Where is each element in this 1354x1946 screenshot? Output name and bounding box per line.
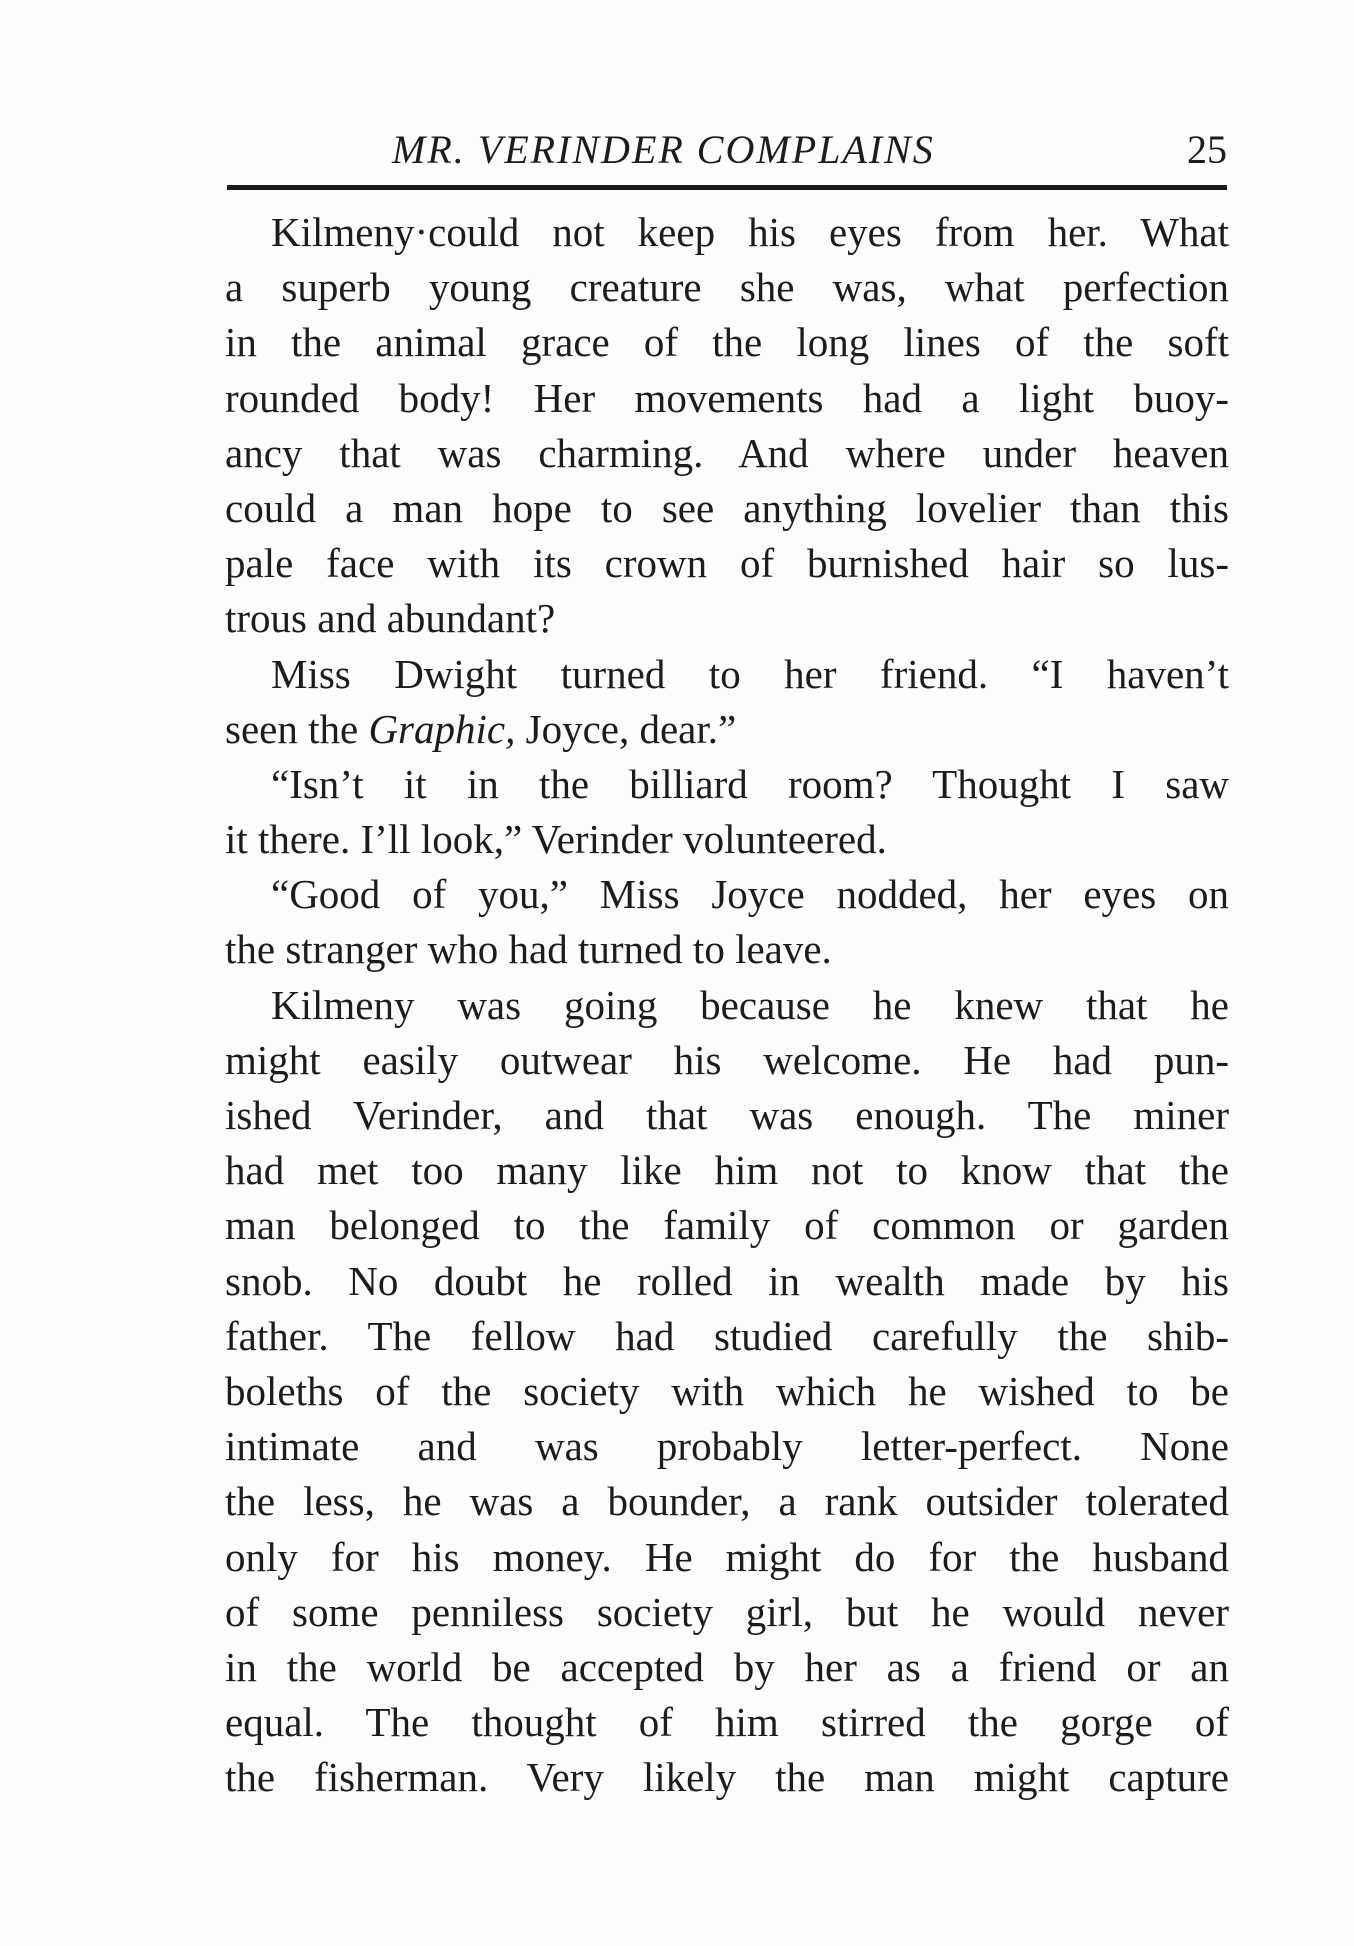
text-line: man belonged to the family of common or garden (225, 1202, 1229, 1249)
text-line: the less, he was a bounder, a rank outsider tolerated (225, 1478, 1229, 1525)
text-line: “Isn’t it in the billiard room? Thought I saw (271, 760, 1229, 807)
text-line: intimate and was probably letter-perfect. None (225, 1423, 1229, 1470)
text-line: in the world be accepted by her as a friend or an (225, 1643, 1229, 1690)
italic-title: Graphic, (368, 705, 516, 752)
paragraph (225, 647, 1229, 757)
chapter-title: MR. VERINDER COMPLAINS (392, 127, 935, 172)
text-line: Kilmeny was going because he knew that he (271, 981, 1229, 1028)
text-line: trous and abundant? (225, 595, 556, 642)
text-line: a superb young creature she was, what perfection (225, 264, 1229, 311)
text-line: pale face with its crown of burnished hair so lus- (225, 540, 1229, 587)
text-line: snob. No doubt he rolled in wealth made by his (225, 1257, 1229, 1304)
text-line: Miss Dwight turned to her friend. “I haven’t (271, 650, 1229, 697)
text-line: boleths of the society with which he wished to be (225, 1367, 1229, 1414)
text-line: might easily outwear his welcome. He had pun- (225, 1036, 1229, 1083)
text-segment: Joyce, dear.” (515, 705, 737, 752)
header-rule (227, 185, 1227, 190)
text-line: had met too many like him not to know that the (225, 1147, 1229, 1194)
text-line (225, 702, 1229, 757)
text-line: could a man hope to see anything lovelier than this (225, 484, 1229, 531)
paragraph (225, 205, 1229, 647)
text-line: ished Verinder, and that was enough. The miner (225, 1092, 1229, 1138)
text-line: father. The fellow had studied carefully the shib- (225, 1312, 1229, 1359)
text-line: the fisherman. Very likely the man might capture (225, 1754, 1229, 1801)
paragraph (225, 757, 1229, 867)
text-segment: seen the (225, 705, 369, 752)
text-line: it there. I’ll look,” Verinder volunteered. (225, 816, 887, 863)
paragraph (225, 978, 1229, 1806)
paragraph (225, 867, 1229, 977)
body-text (225, 205, 1229, 1805)
text-line: the stranger who had turned to leave. (225, 926, 832, 973)
page-number: 25 (1187, 127, 1227, 172)
text-line: in the animal grace of the long lines of the soft (225, 319, 1229, 366)
text-line: ancy that was charming. And where under heaven (225, 429, 1229, 476)
text-line: rounded body! Her movements had a light buoy- (225, 374, 1229, 421)
text-line: Kilmeny·could not keep his eyes from her. What (271, 209, 1229, 255)
text-line: of some penniless society girl, but he would never (225, 1588, 1229, 1635)
running-head (227, 118, 1227, 178)
text-line: only for his money. He might do for the husband (225, 1533, 1229, 1580)
text-line: equal. The thought of him stirred the gorge of (225, 1699, 1229, 1746)
text-line: “Good of you,” Miss Joyce nodded, her eyes on (271, 871, 1229, 918)
